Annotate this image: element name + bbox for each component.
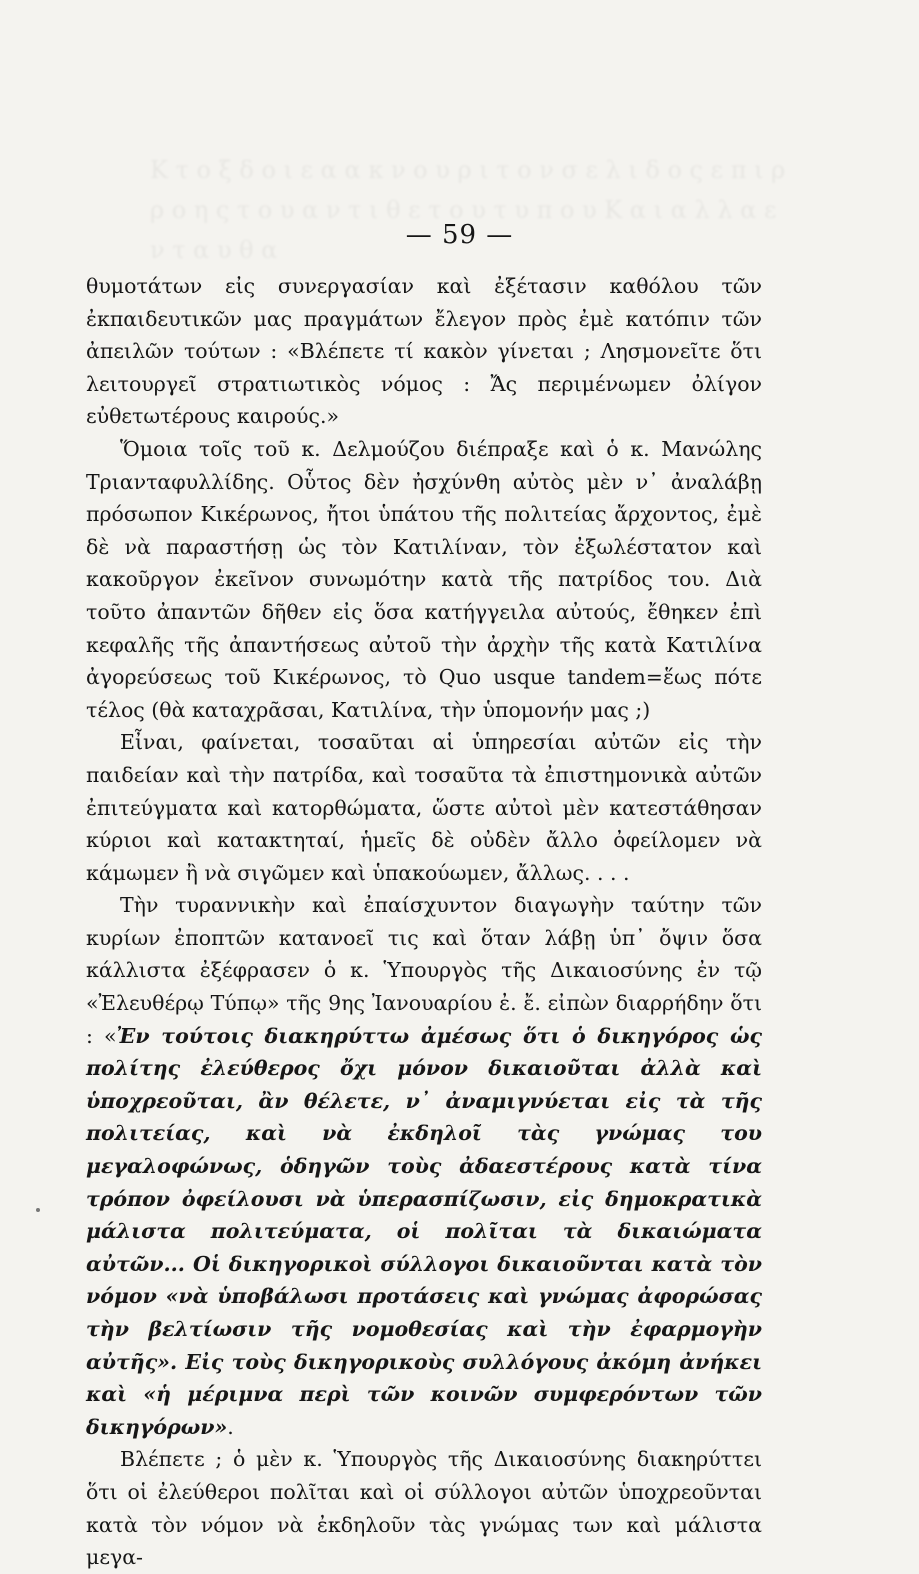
show-through-bleed: Κ τ ο ξ δ ο ι ε α α κ ν ο υ ρ ι τ ο ν σ ε λ ι δ ο ς ε π ι ρ ρ ο η ς τ ο υ α ν τ ι θ ε τ ο υ τ υ π ο υ Κ α ι α λ λ α ε ν τ α υ θ α (150, 156, 786, 264)
minister-quote: Ἐν τούτοις διακηρύττω ἀμέσως ὅτι ὁ δικηγόρος ὡς πολίτης ἐλεύθερος ὄχι μόνον δικαιοῦται ἀλλὰ καὶ ὑποχρεοῦται, ἂν θέλετε, ν᾽ ἀναμιγνύεται εἰς τὰ τῆς πολιτείας, καὶ νὰ ἐκδηλοῖ τὰς γνώμας του μεγαλοφώνως, ὁδηγῶν τοὺς ἀδαεστέρους κατὰ τίνα τρόπον ὀφείλουσι νὰ ὑπερασπίζωσιν, εἰς δημοκρατικὰ μάλιστα πολιτεύματα, οἱ πολῖται τὰ δικαιώματα αὐτῶν... Οἱ δικηγορικοὶ σύλλογοι δικαιοῦνται κατὰ τὸν νόμον «νὰ ὑποβάλωσι προτάσεις καὶ γνώμας ἀφορώσας τὴν βελτίωσιν τῆς νομοθεσίας καὶ τὴν ἐφαρμογὴν αὐτῆς». Εἰς τοὺς δικηγορικοὺς συλλόγους ἀκόμη ἀνήκει καὶ «ἡ μέριμνα περὶ τῶν κοινῶν συμφερόντων τῶν δικηγόρων» (86, 1023, 762, 1439)
paragraph-5: Βλέπετε ; ὁ μὲν κ. Ὑπουργὸς τῆς Δικαιοσύνης διακηρύττει ὅτι οἱ ἐλεύθεροι πολῖται καὶ οἱ σύλλογοι αὐτῶν ὑποχρεοῦνται κατὰ τὸν νόμον νὰ ἐκδηλοῦν τὰς γνώμας των καὶ μάλιστα μεγα- (86, 1447, 762, 1570)
body-text (86, 270, 762, 1574)
paragraph-4-intro: Τὴν τυραννικὴν καὶ ἐπαίσχυντον διαγωγὴν ταύτην τῶν κυρίων ἐποπτῶν κατανοεῖ τις καὶ ὅταν λάβῃ ὑπ᾽ ὄψιν ὅσα κάλλιστα ἐξέφρασεν ὁ κ. Ὑπουργὸς τῆς Δικαιοσύνης ἐν τῷ «Ἐλευθέρῳ Τύπῳ» τῆς 9ης Ἰανουαρίου ἐ. ἔ. εἰπὼν διαρρήδην ὅτι : « (86, 893, 762, 1048)
paragraph-1: θυμοτάτων εἰς συνεργασίαν καὶ ἐξέτασιν καθόλου τῶν ἐκπαιδευτικῶν μας πραγμάτων ἔλεγον πρὸς ἐμὲ κατόπιν τῶν ἀπειλῶν τούτων : «Βλέπετε τί κακὸν γίνεται ; Λησμονεῖτε ὅτι λειτουργεῖ στρατιωτικὸς νόμος : Ἄς περιμένωμεν ὀλίγον εὐθετωτέρους καιρούς.» (86, 274, 762, 429)
page-number: — 59 — (405, 220, 514, 250)
paragraph-3: Εἶναι, φαίνεται, τοσαῦται αἱ ὑπηρεσίαι αὐτῶν εἰς τὴν παιδείαν καὶ τὴν πατρίδα, καὶ τοσαῦτα τὰ ἐπιστημονικὰ αὐτῶν ἐπιτεύγματα καὶ κατορθώματα, ὥστε αὐτοὶ μὲν κατεστάθησαν κύριοι καὶ κατακτηταί, ἡμεῖς δὲ οὐδὲν ἄλλο ὀφείλομεν νὰ κάμωμεν ἢ νὰ σιγῶμεν καὶ ὑπακούωμεν, ἄλλως. . . . (86, 730, 762, 885)
paper-speck (36, 1208, 40, 1212)
paragraph-4-outro: . (227, 1414, 234, 1439)
paragraph-4 (86, 889, 762, 1443)
paragraph-2: Ὅμοια τοῖς τοῦ κ. Δελμούζου διέπραξε καὶ ὁ κ. Μανώλης Τριανταφυλλίδης. Οὗτος δὲν ἠσχύνθη αὐτὸς μὲν ν᾽ ἀναλάβῃ πρόσωπον Κικέρωνος, ἤτοι ὑπάτου τῆς πολιτείας ἄρχοντος, ἐμὲ δὲ νὰ παραστήσῃ ὡς τὸν Κατιλίναν, τὸν ἐξωλέστατον καὶ κακοῦργον ἐκεῖνον συνωμότην κατὰ τῆς πατρίδος του. Διὰ τοῦτο ἀπαντῶν δῆθεν εἰς ὅσα κατήγγειλα αὐτούς, ἔθηκεν ἐπὶ κεφαλῆς τῆς ἀπαντήσεως αὐτοῦ τὴν ἀρχὴν τῆς κατὰ Κατιλίνα ἀγορεύσεως τοῦ Κικέρωνος, τὸ Quo usque tandem=ἕως πότε τέλος (θὰ καταχρᾶσαι, Κατιλίνα, τὴν ὑπομονήν μας ;) (86, 436, 762, 722)
